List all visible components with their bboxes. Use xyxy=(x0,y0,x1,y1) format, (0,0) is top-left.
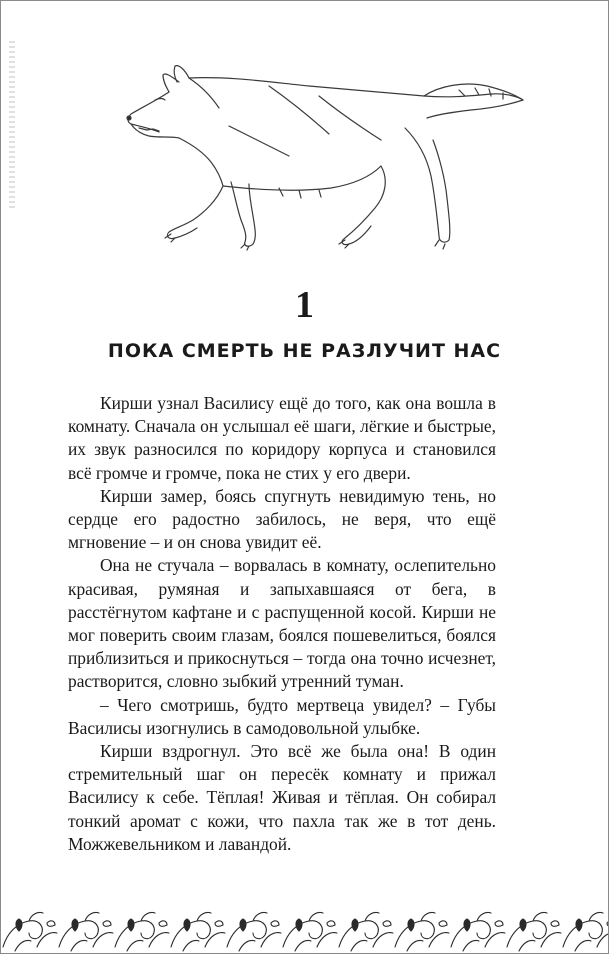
scan-edge-mark xyxy=(9,41,15,211)
paragraph: Она не стучала – ворвалась в комнату, ослепительно красивая, румяная и запыхавшаяся от бега, в расстёгнутом кафтане и с распущенной косой. Кирши не мог поверить своим глазам, боялся пошевелиться, боялся приблизиться и прикоснуться – тогда она точно исчезнет, растворится, словно зыбкий утренний туман. xyxy=(68,555,496,692)
wolf-illustration-icon xyxy=(119,56,529,261)
paragraph: – Чего смотришь, будто мертвеца увидел? – Губы Василисы изогнулись в самодовольной улыбке. xyxy=(68,694,496,738)
chapter-title: ПОКА СМЕРТЬ НЕ РАЗЛУЧИТ НАС xyxy=(107,340,502,362)
paragraph: Кирши замер, боясь спугнуть невидимую тень, но сердце его радостно забилось, не веря, что ещё мгновение – и он снова увидит её. xyxy=(68,485,496,553)
chapter-text xyxy=(68,392,496,856)
paragraph: Кирши узнал Василису ещё до того, как она вошла в комнату. Сначала он услышал её шаги, лёгкие и быстрые, их звук разносился по коридору корпуса и становился всё громче и громче, пока не стих у его двери. xyxy=(68,393,496,483)
paragraph: Кирши вздрогнул. Это всё же была она! В один стремительный шаг он пересёк комнату и прижал Василису к себе. Тёплая! Живая и тёплая. Он собирал тонкий аромат с кожи, что пахла так же в тот день. Можжевельником и лавандой. xyxy=(68,741,496,854)
chapter-number: 1 xyxy=(295,284,314,326)
floral-ornament-border-icon xyxy=(1,907,608,953)
